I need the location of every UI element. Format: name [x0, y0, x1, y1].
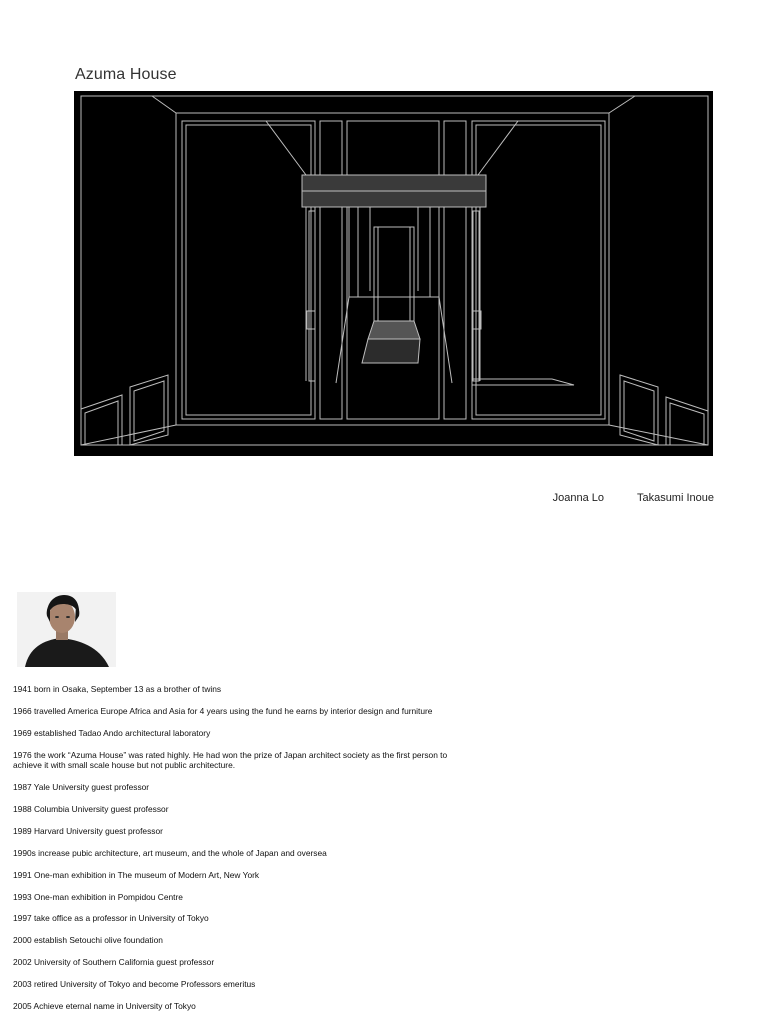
- timeline-entry: 2002 University of Southern California guest professor: [13, 957, 215, 968]
- timeline-entry: 2000 establish Setouchi olive foundation: [13, 935, 163, 946]
- timeline-entry: 2005 Achieve eternal name in University of Tokyo: [13, 1001, 196, 1012]
- timeline-entry: 1969 established Tadao Ando architectural laboratory: [13, 727, 211, 738]
- portrait-image: [17, 592, 116, 667]
- author-name: Joanna Lo: [552, 492, 604, 504]
- biography-timeline: [13, 684, 453, 1023]
- timeline-entry: 1990s increase pubic architecture, art museum, and the whole of Japan and oversea: [13, 847, 327, 858]
- timeline-entry: 1989 Harvard University guest professor: [13, 825, 163, 836]
- timeline-entry: 1991 One-man exhibition in The museum of Modern Art, New York: [13, 869, 260, 880]
- azuma-house-render: [74, 91, 713, 456]
- timeline-entry: 1941 born in Osaka, September 13 as a brother of twins: [13, 684, 222, 694]
- author-name: Takasumi Inoue: [636, 492, 714, 504]
- timeline-entry: 1976 the work “Azuma House” was rated highly. He had won the prize of Japan architect society as the first person to achieve it with small scale house but not public architecture.: [13, 749, 448, 771]
- timeline-entry: 1988 Columbia University guest professor: [13, 803, 169, 814]
- page-title: Azuma House: [75, 66, 177, 83]
- timeline-entry: 1993 One-man exhibition in Pompidou Centre: [13, 891, 183, 902]
- timeline-entry: 1997 take office as a professor in University of Tokyo: [13, 913, 209, 924]
- timeline-entry: 1987 Yale University guest professor: [13, 782, 150, 793]
- timeline-entry: 2003 retired University of Tokyo and become Professors emeritus: [13, 979, 256, 990]
- timeline-entry: 1966 travelled America Europe Africa and Asia for 4 years using the fund he earns by interior design and furniture: [13, 705, 433, 716]
